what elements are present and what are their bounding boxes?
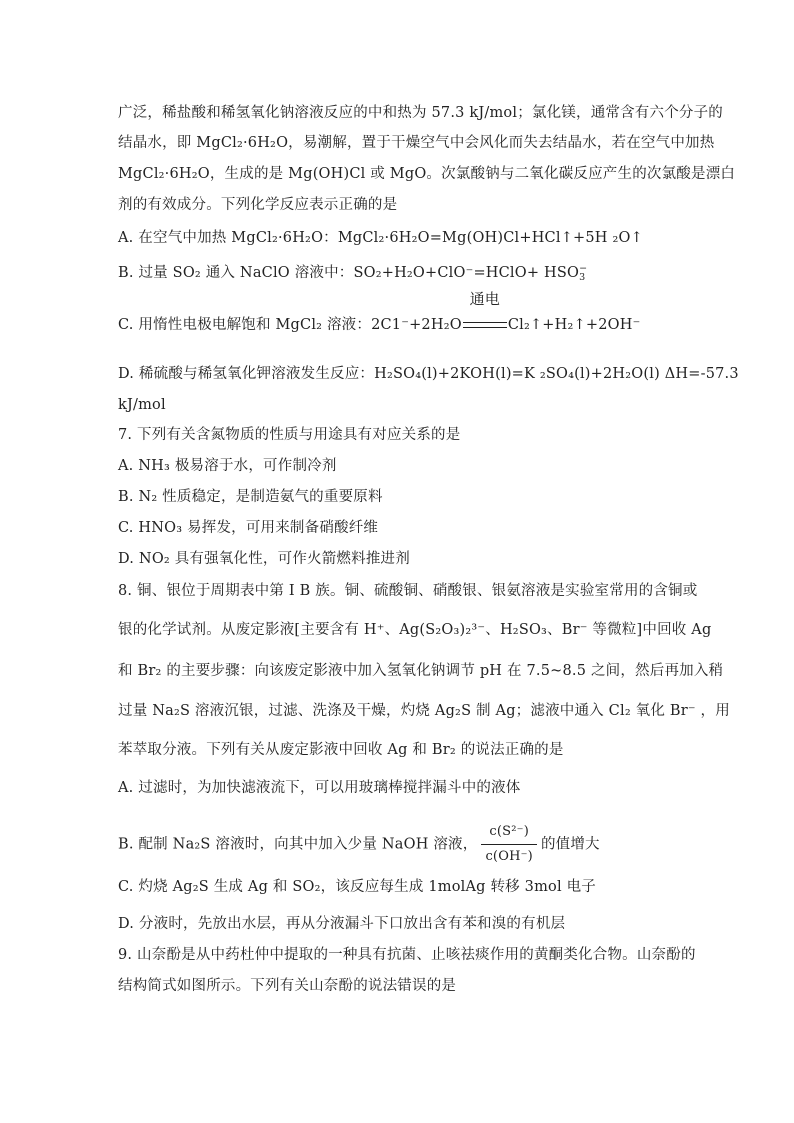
intro-line-3: MgCl₂·6H₂O，生成的是 Mg(OH)Cl 或 MgO。次氯酸钠与二氧化碳反应产生的次氯酸是漂白	[118, 166, 736, 182]
concentration-ratio	[481, 822, 536, 867]
ratio-denominator: c(OH⁻)	[485, 849, 533, 864]
q9-line-1: 9. 山奈酚是从中药杜仲中提取的一种具有抗菌、止咳祛痰作用的黄酮类化合物。山奈酚的	[118, 947, 696, 963]
q9-line-2: 结构简式如图所示。下列有关山奈酚的说法错误的是	[118, 978, 457, 994]
q8-option-b	[118, 822, 600, 867]
q8-option-b-pre: B. 配制 Na₂S 溶液时，向其中加入少量 NaOH 溶液，	[118, 836, 478, 853]
q6-option-c	[118, 290, 641, 335]
intro-line-2: 结晶水，即 MgCl₂·6H₂O，易潮解，置于干燥空气中会风化而失去结晶水，若在空气中加热	[118, 135, 715, 151]
q7-option-a: A. NH₃ 极易溶于水，可作制冷剂	[118, 458, 337, 474]
q8-line-3: 和 Br₂ 的主要步骤：向该废定影液中加入氢氧化钠调节 pH 在 7.5~8.5 之间，然后再加入稍	[118, 663, 724, 679]
q8-option-c: C. 灼烧 Ag₂S 生成 Ag 和 SO₂，该反应每生成 1molAg 转移 3mol 电子	[118, 879, 597, 895]
q7-option-c: C. HNO₃ 易挥发，可用来制备硝酸纤维	[118, 520, 379, 536]
intro-line-1: 广泛，稀盐酸和稀氢氧化钠溶液反应的中和热为 57.3 kJ/mol；氯化镁，通常含有六个分子的	[118, 105, 724, 121]
q6-option-d-line-2: kJ/mol	[118, 397, 166, 413]
electrolysis-condition: 通电	[469, 290, 501, 308]
double-bar-equals	[463, 322, 507, 328]
q8-line-2	[118, 620, 711, 640]
bisulfite-ion-subscript: 3	[579, 272, 586, 283]
q7-option-b: B. N₂ 性质稳定，是制造氨气的重要原料	[118, 489, 383, 505]
q6-option-b-ion	[544, 265, 587, 281]
intro-line-4: 剂的有效成分。下列化学反应表示正确的是	[118, 197, 398, 213]
q8-option-a: A. 过滤时，为加快滤液流下，可以用玻璃棒搅拌漏斗中的液体	[118, 780, 521, 796]
q6-option-b-text: B. 过量 SO₂ 通入 NaClO 溶液中：SO₂+H₂O+ClO⁻=HClO+	[118, 265, 545, 281]
q6-option-b	[118, 263, 587, 283]
silver-thiosulfate-complex: Ag(S₂O₃)₂³⁻	[399, 622, 486, 638]
electrolysis-equals	[462, 290, 508, 335]
q8-option-d: D. 分液时，先放出水层，再从分液漏斗下口放出含有苯和溴的有机层	[118, 916, 566, 932]
q8-line-2-post: 、H₂SO₃、Br⁻ 等微粒]中回收 Ag	[485, 622, 712, 638]
q6-option-c-products: Cl₂↑+H₂↑+2OH⁻	[507, 317, 641, 333]
q8-line-1: 8. 铜、银位于周期表中第 I B 族。铜、硫酸铜、硝酸银、银氨溶液是实验室常用的含铜或	[118, 583, 698, 599]
ratio-numerator: c(S²⁻)	[481, 822, 536, 845]
q8-line-2-pre: 银的化学试剂。从废定影液[主要含有 H⁺、	[118, 622, 400, 638]
bisulfite-ion-charge: −	[579, 263, 588, 274]
q7-stem: 7. 下列有关含氮物质的性质与用途具有对应关系的是	[118, 427, 461, 443]
q6-option-d-line-1: D. 稀硫酸与稀氢氧化钾溶液发生反应：H₂SO₄(l)+2KOH(l)=K ₂SO₄(l)+2H₂O(l) ΔH=-57.3	[118, 366, 739, 382]
q8-line-4: 过量 Na₂S 溶液沉银，过滤、洗涤及干燥，灼烧 Ag₂S 制 Ag；滤液中通入 Cl₂ 氧化 Br⁻ ，用	[118, 703, 730, 719]
q8-line-5: 苯萃取分液。下列有关从废定影液中回收 Ag 和 Br₂ 的说法正确的是	[118, 742, 564, 758]
q6-option-a: A. 在空气中加热 MgCl₂·6H₂O：MgCl₂·6H₂O=Mg(OH)Cl+HCl↑+5H ₂O↑	[118, 230, 643, 246]
q8-option-b-post: 的值增大	[540, 836, 600, 853]
bisulfite-ion-base: HSO	[544, 265, 580, 281]
q6-option-c-text: C. 用惰性电极电解饱和 MgCl₂ 溶液：2C1⁻+2H₂O	[118, 317, 462, 333]
q7-option-d: D. NO₂ 具有强氧化性，可作火箭燃料推进剂	[118, 551, 410, 567]
